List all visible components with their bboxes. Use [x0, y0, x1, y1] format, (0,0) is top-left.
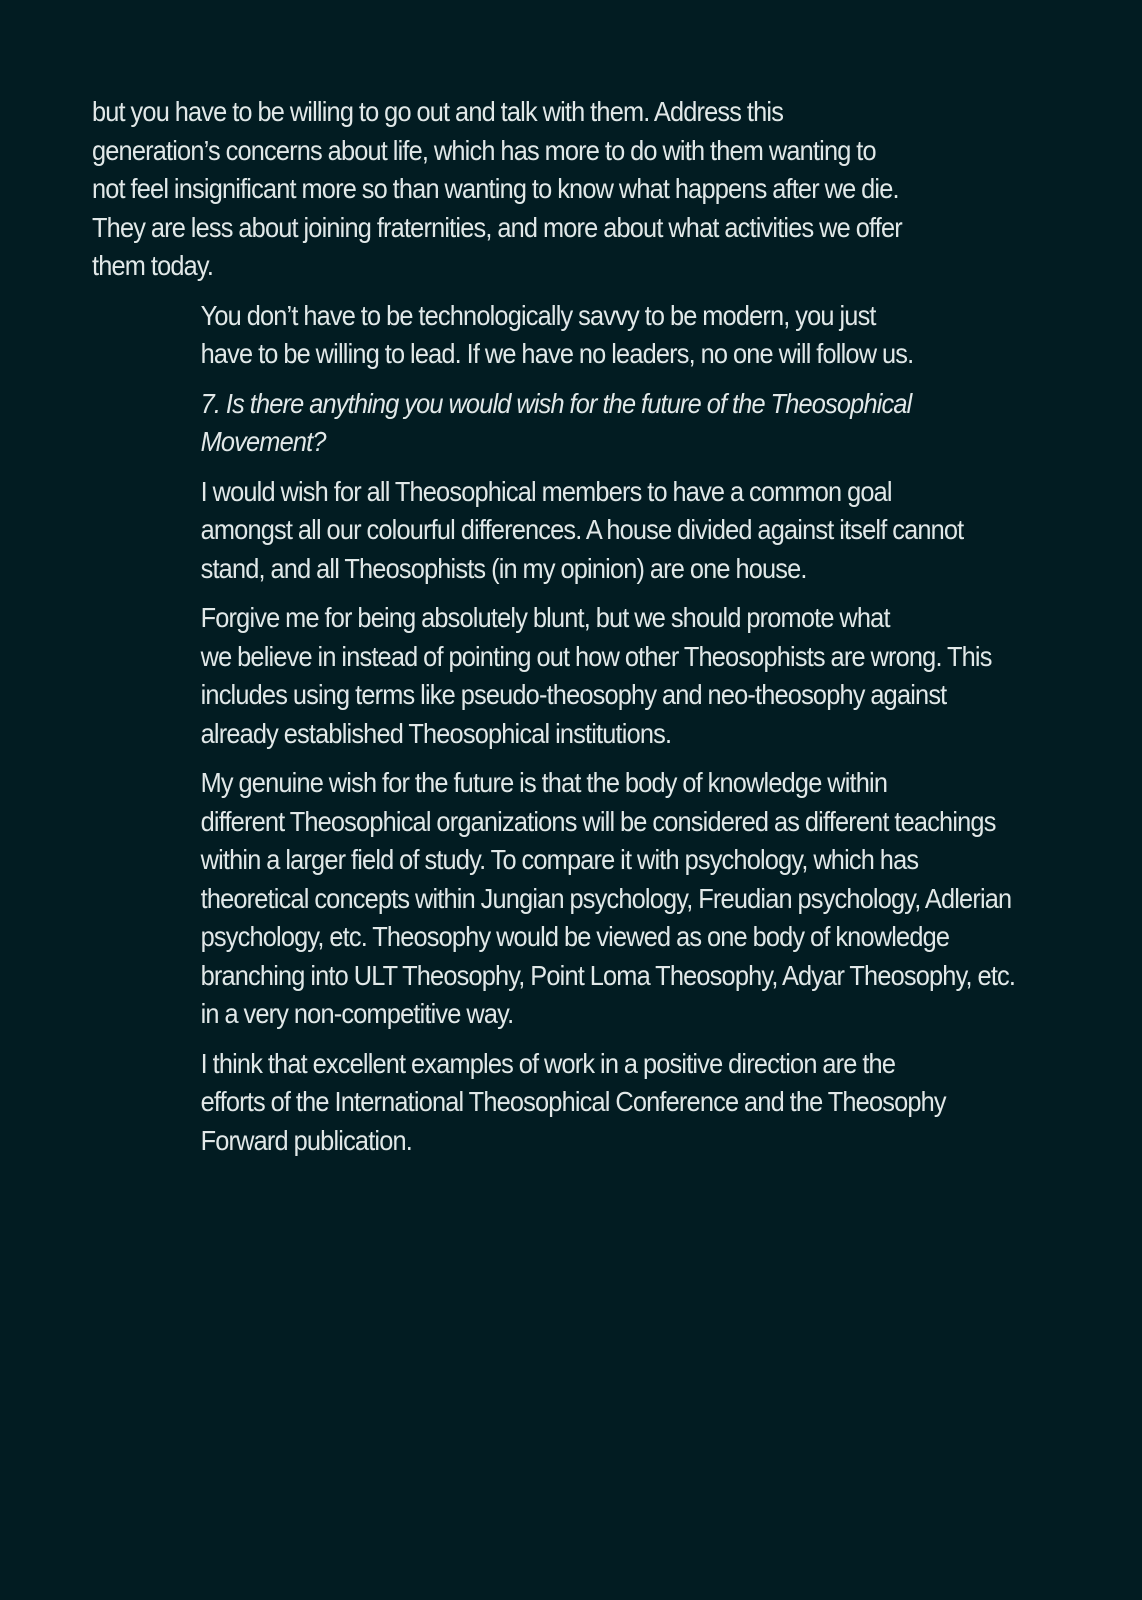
text-line: different Theosophical organizations will be considered as different teachings [200, 805, 996, 837]
paragraph-genuine-wish [92, 764, 1016, 1034]
text-line: them today. [92, 250, 214, 281]
text-line: psychology, etc. Theosophy would be viewed as one body of knowledge [200, 921, 950, 952]
paragraph-technology [92, 297, 979, 374]
text-line: Forgive me for being absolutely blunt, but we should promote what [200, 602, 890, 633]
text-line: Movement? [200, 426, 326, 457]
text-line: not feel insignificant more so than wanting to know what happens after we die. [92, 173, 899, 204]
text-line: have to be willing to lead. If we have no leaders, no one will follow us. [200, 338, 914, 369]
text-line: within a larger field of study. To compare it with psychology, which has [200, 844, 919, 875]
text-line: already established Theosophical institutions. [200, 717, 672, 749]
paragraph-excellent-examples [92, 1045, 979, 1161]
text-line: They are less about joining fraternities, and more about what activities we offer [92, 211, 902, 243]
text-line: I think that excellent examples of work in a positive direction are the [200, 1047, 896, 1079]
text-line: My genuine wish for the future is that the body of knowledge within [200, 767, 888, 798]
text-line: You don’t have to be technologically savvy to be modern, you just [200, 299, 876, 331]
text-line: we believe in instead of pointing out how other Theosophists are wrong. This [200, 640, 992, 672]
text-line: generation’s concerns about life, which has more to do with them wanting to [92, 134, 876, 166]
text-line: I would wish for all Theosophical members to have a common goal [200, 475, 892, 507]
text-line: in a very non-competitive way. [200, 998, 514, 1029]
text-line: includes using terms like pseudo-theosophy and neo-theosophy against [200, 679, 947, 710]
text-line: amongst all our colourful differences. A house divided against itself cannot [200, 514, 964, 545]
paragraph-common-goal [92, 473, 979, 589]
interview-question-7 [92, 385, 979, 462]
paragraph-continued [92, 93, 979, 286]
text-line: efforts of the International Theosophical Conference and the Theosophy [200, 1086, 946, 1117]
document-body [92, 93, 1016, 1171]
text-line: 7. Is there anything you would wish for the future of the Theosophical [200, 387, 912, 419]
text-line: Forward publication. [200, 1124, 413, 1156]
text-line: but you have to be willing to go out and talk with them. Address this [92, 96, 784, 127]
text-line: theoretical concepts within Jungian psychology, Freudian psychology, Adlerian [200, 882, 1012, 914]
paragraph-forgive-me [92, 599, 992, 753]
text-line: branching into ULT Theosophy, Point Loma Theosophy, Adyar Theosophy, etc. [200, 959, 1016, 991]
text-line: stand, and all Theosophists (in my opinion) are one house. [200, 552, 807, 584]
